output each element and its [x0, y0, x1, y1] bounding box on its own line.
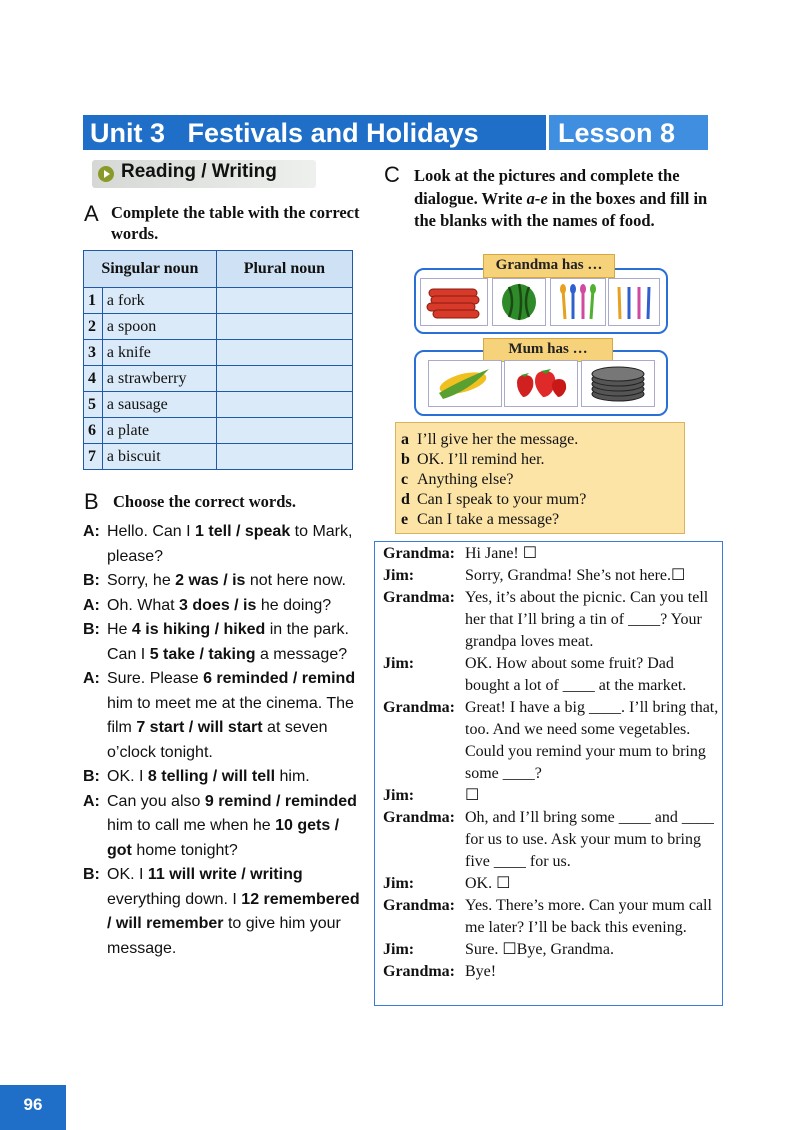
speaker: Grandma: — [383, 897, 455, 914]
choice-option[interactable]: 12 remembered / will remember — [107, 890, 360, 932]
line-text: Can you also — [107, 792, 205, 810]
dialogue-line — [83, 863, 368, 961]
section-label: Reading / Writing — [121, 161, 277, 182]
plural-noun-blank[interactable] — [216, 366, 352, 392]
singular-noun: a strawberry — [102, 366, 216, 392]
line-text: a message? — [255, 645, 348, 663]
section-c-letter: C — [384, 162, 400, 187]
table-row — [84, 340, 353, 366]
choice-option[interactable]: 2 was / is — [175, 572, 246, 589]
table-row — [84, 288, 353, 314]
column-header-plural: Plural noun — [216, 251, 352, 288]
line-text: Sorry, he — [107, 572, 176, 589]
speaker: Grandma: — [383, 699, 455, 716]
singular-noun: a sausage — [102, 392, 216, 418]
option-item — [396, 450, 684, 470]
table-row — [84, 418, 353, 444]
line-text: Hello. Can I — [107, 523, 196, 540]
line-text: OK. How about some fruit? Dad bought a lot of ____ at the market. — [465, 655, 687, 694]
line-text: OK. ☐ — [465, 875, 511, 892]
sausages-picture — [420, 278, 488, 326]
speaker: Jim: — [383, 655, 415, 672]
dialogue-line — [83, 618, 368, 667]
table-row — [84, 366, 353, 392]
plural-noun-blank[interactable] — [216, 418, 352, 444]
plural-noun-blank[interactable] — [216, 444, 352, 470]
singular-noun: a biscuit — [102, 444, 216, 470]
option-text: I’ll give her the message. — [417, 431, 579, 448]
speaker: B: — [83, 572, 100, 589]
plural-noun-blank[interactable] — [216, 314, 352, 340]
line-text: Oh. What — [107, 596, 180, 614]
line-text: Hi Jane! ☐ — [465, 545, 538, 562]
line-text: at seven o’clock tonight. — [107, 719, 328, 761]
dialogue-line — [375, 939, 722, 961]
choice-option[interactable]: 5 take / taking — [149, 645, 256, 663]
unit-title: Unit 3 Festivals and Holidays — [90, 118, 479, 148]
line-text: Oh, and I’ll bring some ____ and ____ for us to use. Ask your mum to bring five ____ for us. — [465, 809, 714, 870]
line-text: to Mark, please? — [107, 523, 353, 565]
singular-noun: a spoon — [102, 314, 216, 340]
dialogue-line — [375, 565, 722, 587]
plates-picture — [581, 360, 655, 407]
speaker: Jim: — [383, 875, 415, 892]
dialogue-line — [375, 697, 722, 785]
forks-picture — [608, 278, 660, 326]
dialogue-line — [375, 961, 722, 983]
dialogue-line — [375, 807, 722, 873]
line-text: not here now. — [245, 572, 346, 589]
lesson-title: Lesson 8 — [558, 118, 676, 148]
play-icon — [98, 166, 114, 182]
corn-picture — [428, 360, 502, 407]
singular-noun: a plate — [102, 418, 216, 444]
table-row — [84, 314, 353, 340]
section-b-letter: B — [84, 489, 99, 514]
dialogue-line — [83, 667, 368, 765]
page-number: 96 — [0, 1085, 66, 1130]
choice-option[interactable]: 4 is hiking / hiked — [131, 621, 266, 638]
dialogue-line — [375, 587, 722, 653]
instruction-part: a-e — [526, 188, 548, 208]
line-text: in the park. Can I — [107, 621, 349, 663]
speaker: A: — [83, 670, 100, 687]
line-text: ☐ — [465, 787, 480, 804]
speaker: A: — [83, 792, 100, 810]
line-text: Bye! — [465, 963, 497, 980]
plural-noun-blank[interactable] — [216, 288, 352, 314]
dialogue-line — [375, 785, 722, 807]
dialogue-line — [375, 895, 722, 939]
spoons-picture — [550, 278, 606, 326]
speaker: A: — [83, 523, 100, 540]
option-letter: e — [401, 511, 409, 528]
section-a-letter: A — [84, 201, 99, 226]
singular-noun: a knife — [102, 340, 216, 366]
row-number: 1 — [84, 288, 103, 314]
plural-noun-blank[interactable] — [216, 392, 352, 418]
section-c-dialogue — [374, 541, 723, 1006]
speaker: Jim: — [383, 567, 415, 584]
option-letter: d — [401, 491, 410, 508]
option-text: Can I take a message? — [417, 511, 560, 528]
line-text: him to call me when he — [107, 817, 276, 834]
option-letter: b — [401, 451, 410, 468]
line-text: he doing? — [256, 596, 332, 614]
singular-noun: a fork — [102, 288, 216, 314]
option-letter: a — [401, 431, 409, 448]
line-text: Sure. ☐Bye, Grandma. — [465, 941, 614, 958]
line-text: Sure. Please — [107, 670, 204, 687]
speaker: B: — [83, 866, 100, 883]
choice-option[interactable]: 6 reminded / remind — [203, 670, 356, 687]
instruction-part: Look at the pictures and complete the dialogue. Write — [414, 166, 680, 208]
column-header-singular: Singular noun — [84, 251, 217, 288]
line-text: Great! I have a big ____. I’ll bring that, too. And we need some vegetables. Could you remind your mum to bring some ____? — [465, 699, 719, 782]
option-item — [396, 490, 684, 510]
dialogue-line — [83, 520, 368, 569]
choice-option[interactable]: 10 gets / got — [107, 817, 340, 859]
speaker: Jim: — [383, 787, 415, 804]
choice-option[interactable]: 8 telling / will tell — [147, 768, 276, 785]
choice-option[interactable]: 7 start / will start — [136, 719, 263, 736]
speaker: Grandma: — [383, 589, 455, 606]
choice-option[interactable]: 3 does / is — [179, 596, 257, 614]
section-c-instruction — [414, 165, 724, 233]
plural-noun-blank[interactable] — [216, 340, 352, 366]
line-text: home tonight? — [131, 841, 238, 859]
dialogue-line — [375, 653, 722, 697]
dialogue-line — [83, 765, 368, 790]
option-text: OK. I’ll remind her. — [417, 451, 545, 468]
line-text: Sorry, Grandma! She’s not here.☐ — [465, 567, 686, 584]
row-number: 6 — [84, 418, 103, 444]
speaker: Grandma: — [383, 963, 455, 980]
speaker: B: — [83, 621, 100, 638]
dialogue-line — [83, 594, 368, 619]
option-text: Can I speak to your mum? — [417, 491, 587, 508]
row-number: 5 — [84, 392, 103, 418]
speaker: Grandma: — [383, 545, 455, 562]
answer-options — [395, 422, 685, 534]
line-text: OK. I — [107, 768, 148, 785]
line-text: everything down. I — [107, 890, 242, 908]
table-row — [84, 444, 353, 470]
option-item — [396, 430, 684, 450]
dialogue-line — [83, 569, 368, 594]
line-text: him. — [275, 768, 310, 785]
table-row — [84, 392, 353, 418]
line-text: Yes. There’s more. Can your mum call me later? I’ll be back this evening. — [465, 897, 712, 936]
instruction-part: in the boxes and fill in the blanks with the names of food. — [414, 188, 708, 230]
row-number: 3 — [84, 340, 103, 366]
line-text: Yes, it’s about the picnic. Can you tell her that I’ll bring a tin of ____? Your grandpa loves meat. — [465, 589, 709, 650]
dialogue-line — [375, 543, 722, 565]
option-letter: c — [401, 471, 409, 488]
line-text: OK. I — [107, 866, 148, 883]
grandma-label: Grandma has … — [483, 254, 615, 278]
option-item — [396, 470, 684, 490]
section-a-instruction: Complete the table with the correct words. — [111, 203, 360, 243]
line-text: He — [107, 621, 132, 638]
choice-option[interactable]: 11 will write / writing — [147, 866, 303, 883]
dialogue-line — [375, 873, 722, 895]
speaker: A: — [83, 596, 100, 614]
speaker: Jim: — [383, 941, 415, 958]
row-number: 4 — [84, 366, 103, 392]
strawberries-picture — [504, 360, 578, 407]
noun-table — [83, 250, 353, 470]
section-b-instruction: Choose the correct words. — [113, 492, 296, 511]
choice-option[interactable]: 1 tell / speak — [195, 523, 291, 540]
option-text: Anything else? — [417, 471, 514, 488]
line-text: to give him your message. — [107, 915, 341, 957]
mum-label: Mum has … — [483, 338, 613, 362]
row-number: 7 — [84, 444, 103, 470]
speaker: Grandma: — [383, 809, 455, 826]
row-number: 2 — [84, 314, 103, 340]
choice-option[interactable]: 9 remind / reminded — [204, 792, 357, 810]
line-text: him to meet me at the cinema. The film — [107, 694, 354, 736]
speaker: B: — [83, 768, 100, 785]
section-b-dialogue — [83, 520, 368, 961]
dialogue-line — [83, 790, 368, 864]
option-item — [396, 510, 684, 530]
watermelon-picture — [492, 278, 546, 326]
